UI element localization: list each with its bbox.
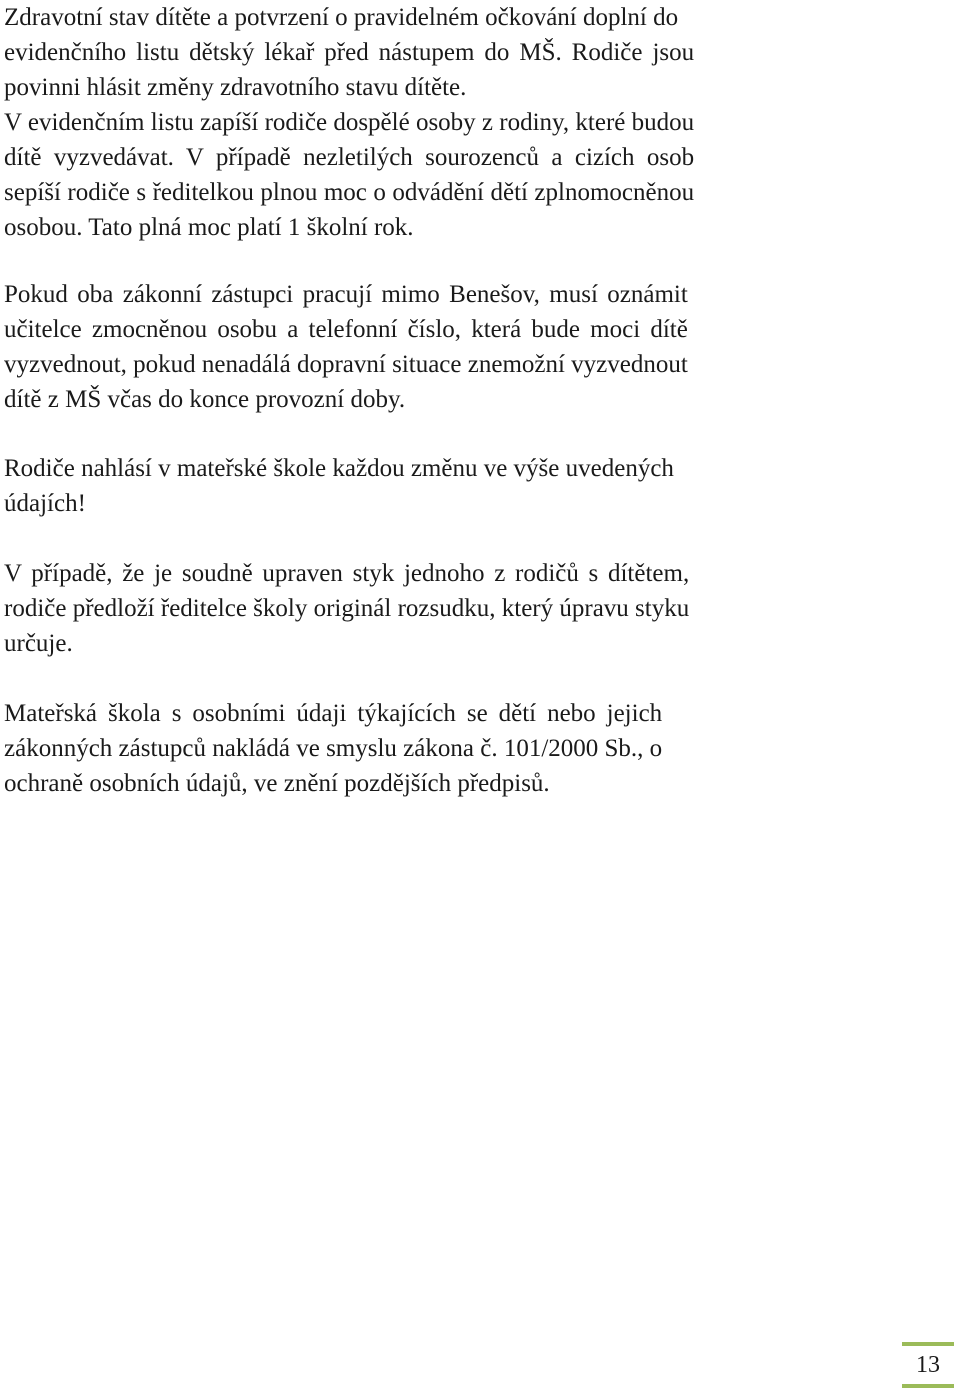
paragraph-court-ruling xyxy=(4,556,689,661)
paragraph-report-changes xyxy=(4,451,674,521)
text-line: sepíší rodiče s ředitelkou plnou moc o odvádění dětí zplnomocněnou xyxy=(4,179,695,206)
page-number: 13 xyxy=(916,1351,940,1378)
text-line: V případě, že je soudně upraven styk jednoho z rodičů s dítětem, xyxy=(4,560,690,587)
text-line: dítě vyzvedávat. V případě nezletilých sourozenců a cizích osob xyxy=(4,144,695,171)
text-line: Zdravotní stav dítěte a potvrzení o pravidelném očkování doplní do xyxy=(4,4,679,31)
text-line: povinni hlásit změny zdravotního stavu dítěte. xyxy=(4,74,467,101)
text-line: Mateřská škola s osobními údaji týkajících se dětí nebo jejich xyxy=(4,700,663,727)
text-line: zákonných zástupců nakládá ve smyslu zákona č. 101/2000 Sb., o xyxy=(4,735,663,762)
text-line: evidenčního listu dětský lékař před nástupem do MŠ. Rodiče jsou xyxy=(4,39,695,66)
text-line: rodiče předloží ředitelce školy originál rozsudku, který úpravu styku xyxy=(4,595,690,622)
text-line: vyzvednout, pokud nenadálá dopravní situace znemožní vyzvednout xyxy=(4,351,688,378)
paragraph-personal-data xyxy=(4,696,662,801)
paragraph-health-status xyxy=(4,0,694,245)
paragraph-authorized-person xyxy=(4,277,688,417)
text-line: Pokud oba zákonní zástupci pracují mimo Benešov, musí oznámit xyxy=(4,281,688,308)
text-line: ochraně osobních údajů, ve znění pozdějších předpisů. xyxy=(4,770,550,797)
page-number-box xyxy=(902,1342,954,1388)
text-line: V evidenčním listu zapíší rodiče dospělé osoby z rodiny, které budou xyxy=(4,109,695,136)
text-line: údajích! xyxy=(4,490,86,517)
text-line: učitelce zmocněnou osobu a telefonní číslo, která bude moci dítě xyxy=(4,316,688,343)
text-line: určuje. xyxy=(4,630,73,657)
text-line: Rodiče nahlásí v mateřské škole každou změnu ve výše uvedených xyxy=(4,455,674,482)
text-line: osobou. Tato plná moc platí 1 školní rok. xyxy=(4,214,414,241)
text-line: dítě z MŠ včas do konce provozní doby. xyxy=(4,386,406,413)
